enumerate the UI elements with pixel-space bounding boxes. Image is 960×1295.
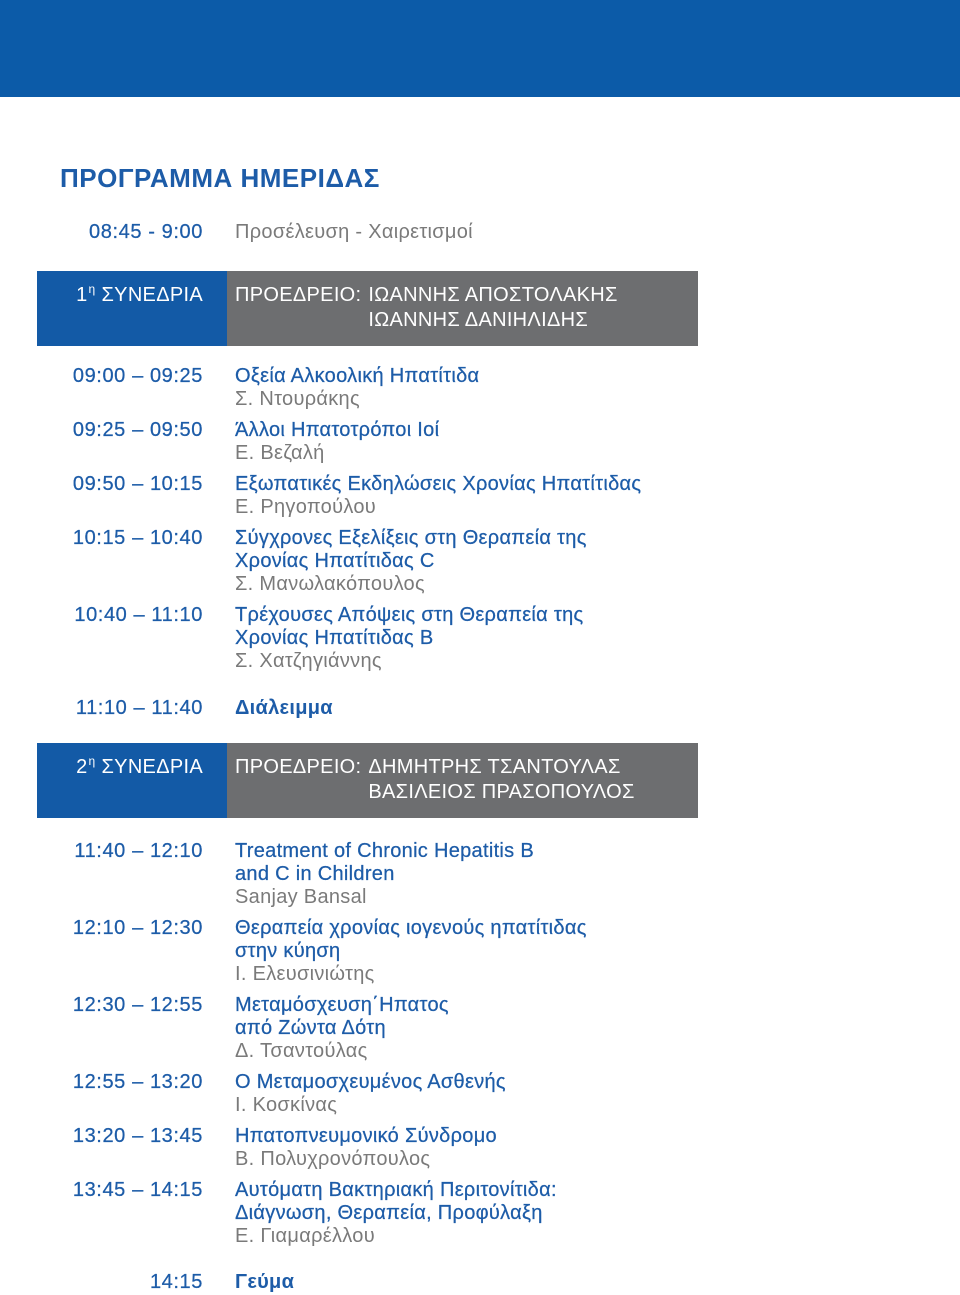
welcome-title: Προσέλευση - Χαιρετισμοί [235, 220, 473, 243]
talk-time: 09:25 – 09:50 [72, 418, 203, 441]
talk-speaker: Β. Πολυχρονόπουλος [235, 1147, 431, 1170]
session-2-header [37, 743, 698, 818]
presidium-label: ΠΡΟΕΔΡΕΙΟ: [235, 284, 362, 306]
talk-speaker: Sanjay Bansal [235, 885, 367, 908]
talk-row [0, 527, 960, 596]
talk-content [235, 1125, 497, 1171]
talk-row [0, 365, 960, 411]
session-word: ΣΥΝΕΔΡΙΑ [101, 284, 203, 306]
talk-title: Χρονίας Ηπατίτιδας B [235, 626, 434, 649]
break-title: Διάλειμμα [235, 696, 333, 719]
talk-speaker: Ε. Γιαμαρέλλου [235, 1224, 375, 1247]
session-ordinal: η [88, 754, 96, 768]
session-2-label [37, 743, 227, 818]
lunch-title: Γεύμα [235, 1270, 295, 1293]
talk-title: Οξεία Αλκοολική Ηπατίτιδα [235, 364, 480, 387]
talk-row [0, 1071, 960, 1117]
talk-title: Αυτόματη Βακτηριακή Περιτονίτιδα: [235, 1178, 557, 1201]
talk-speaker: Σ. Μανωλακόπουλος [235, 572, 425, 595]
talk-title: Μεταμόσχευση΄Ηπατος [235, 993, 449, 1016]
chair-name: ΙΩΑΝΝΗΣ ΑΠΟΣΤΟΛΑΚΗΣ [368, 284, 618, 306]
talk-time: 09:00 – 09:25 [72, 364, 203, 387]
talk-time: 12:10 – 12:30 [72, 916, 203, 939]
talk-title: Ο Μεταμοσχευμένος Ασθενής [235, 1070, 506, 1093]
talk-content [235, 527, 587, 596]
talk-title: Άλλοι Ηπατοτρόποι Ιοί [235, 418, 440, 441]
lunch-content [235, 1271, 294, 1294]
talk-content [235, 1179, 557, 1248]
talk-time: 09:50 – 10:15 [72, 472, 203, 495]
talk-speaker: Ε. Ρηγοπούλου [235, 495, 376, 518]
talk-time: 10:40 – 11:10 [74, 603, 203, 626]
session-2-presidium [227, 743, 698, 818]
talk-content [235, 840, 534, 909]
break-content [235, 697, 333, 720]
chair-name: ΒΑΣΙΛΕΙΟΣ ΠΡΑΣΟΠΟΥΛΟΣ [368, 781, 635, 803]
talk-content [235, 994, 449, 1063]
talk-row [0, 473, 960, 519]
talk-title: στην κύηση [235, 939, 341, 962]
talk-content [235, 473, 641, 519]
welcome-time: 08:45 - 9:00 [89, 220, 203, 243]
talk-speaker: Σ. Ντουράκης [235, 387, 360, 410]
break-time: 11:10 – 11:40 [75, 696, 203, 719]
talk-time: 10:15 – 10:40 [72, 526, 203, 549]
talk-speaker: Δ. Τσαντούλας [235, 1039, 368, 1062]
talk-speaker: Ι. Ελευσινιώτης [235, 962, 375, 985]
lunch-time: 14:15 [149, 1270, 203, 1293]
presidium-label: ΠΡΟΕΔΡΕΙΟ: [235, 756, 362, 778]
talk-title: Treatment of Chronic Hepatitis B [235, 839, 534, 862]
talk-title: Τρέχουσες Απόψεις στη Θεραπεία της [235, 603, 584, 626]
session-1-label [37, 271, 227, 346]
talk-time: 12:55 – 13:20 [72, 1070, 203, 1093]
session-2-talks [0, 840, 960, 1248]
session-ordinal: η [88, 282, 96, 296]
talk-content [235, 1071, 506, 1117]
talk-time: 12:30 – 12:55 [72, 993, 203, 1016]
talk-time: 13:45 – 14:15 [72, 1178, 203, 1201]
talk-title: Εξωπατικές Εκδηλώσεις Χρονίας Ηπατίτιδας [235, 472, 642, 495]
session-word: ΣΥΝΕΔΡΙΑ [101, 756, 203, 778]
talk-title: Σύγχρονες Εξελίξεις στη Θεραπεία της [235, 526, 587, 549]
break-row [0, 697, 960, 720]
page-title: ΠΡΟΓΡΑΜΜΑ ΗΜΕΡΙΔΑΣ [60, 163, 380, 193]
talk-row [0, 604, 960, 673]
talk-content [235, 419, 439, 465]
session-number: 1 [76, 284, 88, 306]
talk-time: 11:40 – 12:10 [74, 839, 203, 862]
session-1-talks [0, 365, 960, 673]
talk-title: and C in Children [235, 862, 395, 885]
talk-title: από Ζώντα Δότη [235, 1016, 386, 1039]
talk-time: 13:20 – 13:45 [72, 1124, 203, 1147]
talk-row [0, 1179, 960, 1248]
talk-title: Θεραπεία χρονίας ιογενούς ηπατίτιδας [235, 916, 587, 939]
chair-name: ΙΩΑΝΝΗΣ ΔΑΝΙΗΛΙΔΗΣ [368, 309, 589, 331]
talk-title: Ηπατοπνευμονικό Σύνδρομο [235, 1124, 497, 1147]
talk-title: Διάγνωση, Θεραπεία, Προφύλαξη [235, 1201, 543, 1224]
session-1-header [37, 271, 698, 346]
welcome-content [235, 221, 473, 244]
talk-row [0, 840, 960, 909]
presidium-chairs [368, 755, 634, 818]
chair-name: ΔΗΜΗΤΡΗΣ ΤΣΑΝΤΟΥΛΑΣ [368, 756, 621, 778]
welcome-row [0, 221, 960, 244]
talk-content [235, 917, 587, 986]
talk-row [0, 917, 960, 986]
talk-row [0, 1125, 960, 1171]
talk-speaker: Ε. Βεζαλή [235, 441, 325, 464]
session-1-presidium [227, 271, 698, 346]
presidium-chairs [368, 283, 617, 346]
talk-row [0, 994, 960, 1063]
session-number: 2 [76, 756, 88, 778]
talk-speaker: Σ. Χατζηγιάννης [235, 649, 382, 672]
talk-row [0, 419, 960, 465]
top-banner [0, 0, 960, 97]
talk-content [235, 365, 479, 411]
talk-speaker: Ι. Κοσκίνας [235, 1093, 338, 1116]
talk-content [235, 604, 583, 673]
lunch-row [0, 1271, 960, 1294]
talk-title: Χρονίας Ηπατίτιδας C [235, 549, 435, 572]
